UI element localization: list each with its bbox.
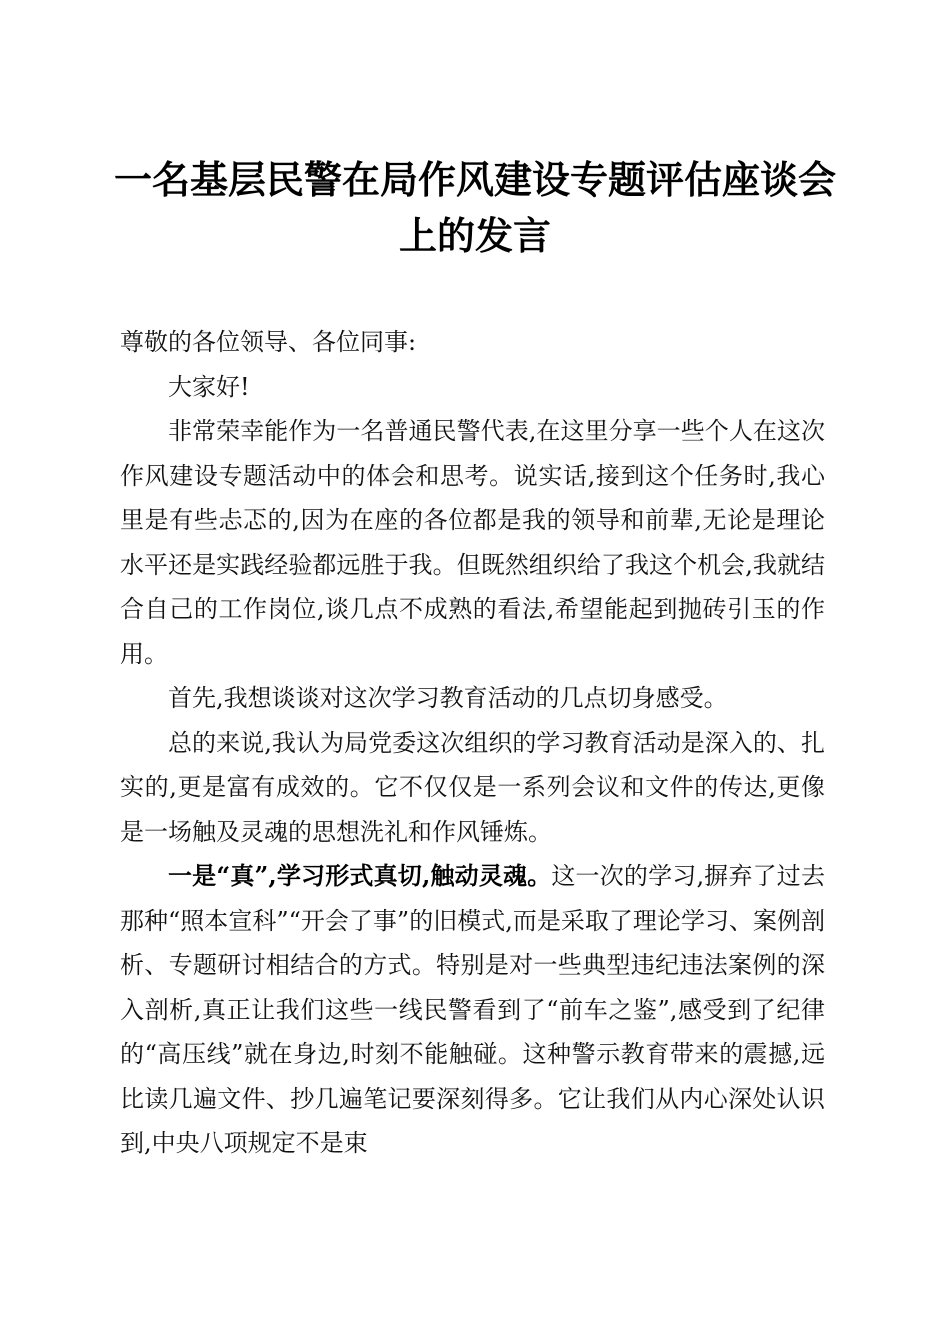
point-one-lead: 一是“真”,学习形式真切,触动灵魂。 xyxy=(168,861,552,890)
paragraph-point-one xyxy=(120,854,825,1166)
document-body xyxy=(120,320,825,1166)
document-title: 一名基层民警在局作风建设专题评估座谈会上的发言 xyxy=(113,157,836,258)
paragraph-feelings: 首先,我想谈谈对这次学习教育活动的几点切身感受。 xyxy=(168,684,728,712)
paragraph-intro: 非常荣幸能作为一名普通民警代表,在这里分享一些个人在这次作风建设专题活动中的体会和思考。说实话,接到这个任务时,我心里是有些忐忑的,因为在座的各位都是我的领导和前辈,无论是理论水平还是实践经验都远胜于我。但既然组织给了我这个机会,我就结合自己的工作岗位,谈几点不成熟的看法,希望能起到抛砖引玉的作用。 xyxy=(120,417,825,668)
point-one-text: 这一次的学习,摒弃了过去那种“照本宣科”“开会了事”的旧模式,而是采取了理论学习、案例剖析、专题研讨相结合的方式。特别是对一些典型违纪违法案例的深入剖析,真正让我们这些一线民警看到了“前车之鉴”,感受到了纪律的“高压线”就在身边,时刻不能触碰。这种警示教育带来的震撼,远比读几遍文件、抄几遍笔记要深刻得多。它让我们从内心深处认识到,中央八项规定不是束 xyxy=(120,862,825,1157)
paragraph-summary: 总的来说,我认为局党委这次组织的学习教育活动是深入的、扎实的,更是富有成效的。它不仅仅是一系列会议和文件的传达,更像是一场触及灵魂的思想洗礼和作风锤炼。 xyxy=(120,728,825,846)
greeting: 大家好! xyxy=(168,372,250,401)
salutation: 尊敬的各位领导、各位同事: xyxy=(120,328,417,356)
